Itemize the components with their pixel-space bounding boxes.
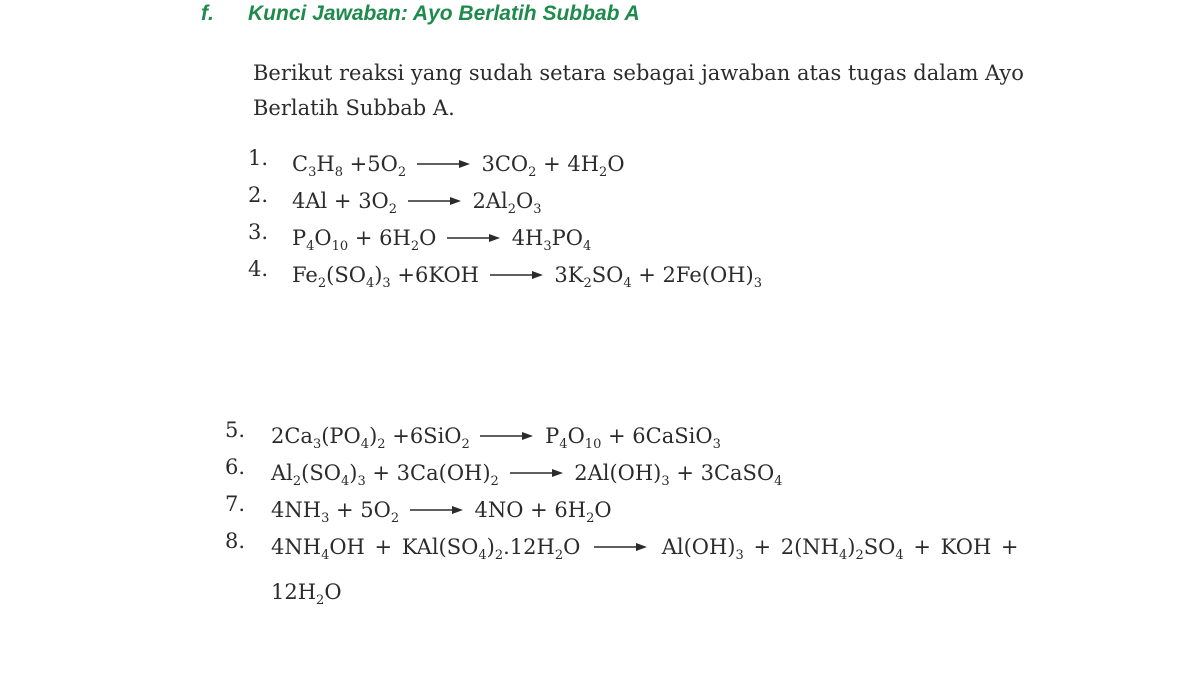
equation-products: $4H_3PO_4$ bbox=[511, 226, 592, 255]
equation-products: $P_4O_{10}$ + 6CaSiO$_3$ bbox=[545, 424, 721, 453]
equation-reactants: $Fe_2(SO_4)_3 +6KOH$ bbox=[292, 263, 479, 292]
reaction-arrow-icon bbox=[592, 541, 648, 553]
equation-number: 1. bbox=[248, 146, 269, 170]
equation-number: 2. bbox=[248, 183, 269, 207]
reaction-arrow-icon bbox=[478, 430, 534, 442]
equation-reactants: $P_4O_{10} + 6H_2O$ bbox=[292, 226, 437, 255]
equation-item bbox=[248, 146, 762, 183]
equation-number: 5. bbox=[225, 418, 246, 442]
equation-number: 7. bbox=[225, 492, 246, 516]
equation-reactants: $Al_2(SO_4)_3 + 3Ca(OH)_2$ bbox=[271, 461, 499, 490]
reaction-arrow-icon bbox=[415, 158, 471, 170]
equation-formula bbox=[271, 529, 1041, 619]
equation-reactants: $C_3H_8 +5O_2$ bbox=[292, 152, 407, 181]
equation-reactants: $4Al + 3O_2$ bbox=[292, 189, 398, 218]
equation-reactants: $2Ca_3(PO_4)_2 +6SiO_2$ bbox=[271, 424, 470, 453]
section-heading bbox=[201, 2, 640, 26]
equation-products: $2Al_2O_3$ bbox=[472, 189, 542, 218]
equation-number: 3. bbox=[248, 220, 269, 244]
equation-formula bbox=[292, 257, 762, 302]
reaction-arrow-icon bbox=[488, 269, 544, 281]
equation-item bbox=[225, 529, 1045, 619]
equation-products: $2Al(OH)_3$ + 3CaSO$_4$ bbox=[574, 461, 783, 490]
intro-paragraph: Berikut reaksi yang sudah setara sebagai jawaban atas tugas dalam Ayo Berlatih Subbab A. bbox=[253, 61, 1024, 120]
equation-reactants: $4NH_4OH + KAl(SO_4)_2.12H_2O$ bbox=[271, 535, 581, 564]
equation-products: $3K_2SO_4 + 2Fe(OH)_3$ bbox=[554, 263, 762, 292]
equation-item bbox=[225, 455, 1045, 492]
reaction-arrow-icon bbox=[408, 504, 464, 516]
equation-reactants: $4NH_3 + 5O_2$ bbox=[271, 498, 400, 527]
equation-item bbox=[248, 220, 762, 257]
equation-number: 4. bbox=[248, 257, 269, 281]
equation-products: $4NO + 6H_2O$ bbox=[474, 498, 612, 527]
reaction-arrow-icon bbox=[406, 195, 462, 207]
section-marker: f. bbox=[201, 2, 214, 25]
equation-list-bottom bbox=[225, 418, 1045, 619]
equation-products: $Al(OH)_3 + 2(NH_4)_2SO_4$ + KOH + $12H_2O$ bbox=[271, 535, 1019, 609]
equation-number: 6. bbox=[225, 455, 246, 479]
reaction-arrow-icon bbox=[508, 467, 564, 479]
equation-number: 8. bbox=[225, 529, 246, 553]
equation-item bbox=[248, 257, 762, 294]
equation-products: $3CO_2 + 4H_2O$ bbox=[481, 152, 625, 181]
equation-list-top bbox=[248, 146, 762, 294]
section-title: Kunci Jawaban: Ayo Berlatih Subbab A bbox=[248, 2, 640, 25]
equation-item bbox=[248, 183, 762, 220]
equation-item bbox=[225, 418, 1045, 455]
reaction-arrow-icon bbox=[445, 232, 501, 244]
